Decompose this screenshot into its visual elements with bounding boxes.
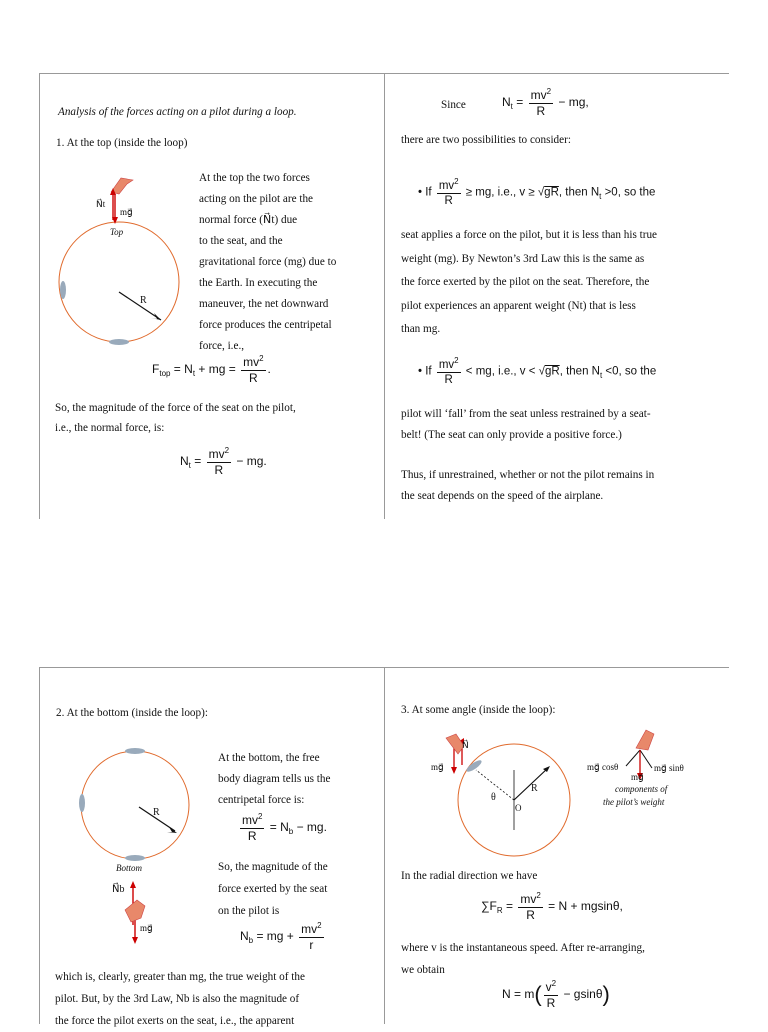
desc-line: force exerted by the seat xyxy=(218,883,328,895)
label-nb: N⃗b xyxy=(112,884,125,895)
paragraph-1 xyxy=(401,224,657,342)
desc-line: the Earth. In executing the xyxy=(199,277,318,289)
desc-line: force, i.e., xyxy=(199,340,245,352)
fraction: $\frac{mv^2}{R}$ xyxy=(242,812,263,843)
desc-line: force produces the centripetal xyxy=(199,319,332,331)
para-line: weight (mg). By Newton’s 3rd Law this is the same as xyxy=(401,252,645,265)
loop-circle xyxy=(59,222,179,342)
panel1-after-1: So, the magnitude of the force of the seat on the pilot, xyxy=(55,402,296,414)
plane-icon xyxy=(79,794,85,812)
desc-line: body diagram tells us the xyxy=(218,773,331,785)
desc-line: centripetal force is: xyxy=(218,794,305,806)
desc-line: to the seat, and the xyxy=(199,235,283,247)
eq-radial: $\sum F_R$ = $\frac{mv^2}{R}$ = N + mgsinθ, xyxy=(481,891,623,922)
para-line: the force exerted by the pilot on the seat. Therefore, the xyxy=(401,276,650,288)
plane-icon xyxy=(125,748,145,754)
para-line: than mg. xyxy=(401,323,441,335)
eq-nt: $N_t$ = $\frac{mv^2}{R}$ − mg. xyxy=(180,446,267,477)
label-r-bottom: R xyxy=(153,807,160,818)
fraction: $\frac{v^2}{R}$ xyxy=(545,979,557,1010)
condition-1: • If $\frac{mv^2}{R}$ ≥ mg, i.e., v ≥ √gR, then $N_t >0$, so the xyxy=(418,177,656,208)
para-line: pilot. But, by the 3rd Law, Nb is also the magnitude of xyxy=(55,993,300,1005)
eq-since: $N_t$ = $\frac{mv^2}{R}$ − mg, xyxy=(502,87,589,118)
pilot-icon xyxy=(636,730,654,750)
panel1-heading: 1. At the top (inside the loop) xyxy=(56,137,188,149)
label-theta: θ xyxy=(491,792,496,803)
para-line: we obtain xyxy=(401,964,445,976)
eq-ftop: $F_{top} = N_t$ + mg = $\frac{mv^2}{R}$ . xyxy=(152,354,271,385)
where-text xyxy=(401,937,645,981)
para-line: seat applies a force on the pilot, but it is less than his true xyxy=(401,229,658,241)
label-mg-bottom: mg⃗ xyxy=(140,923,153,933)
two-possibilities: there are two possibilities to consider: xyxy=(401,134,571,146)
caption-1: components of xyxy=(615,784,668,794)
bottom-divider xyxy=(39,667,40,1024)
desc-line: So, the magnitude of the xyxy=(218,861,328,873)
desc-line: At the bottom, the free xyxy=(218,752,320,764)
paragraph-3 xyxy=(401,465,654,507)
component-arrow xyxy=(626,750,640,766)
top-mid-divider xyxy=(384,73,385,519)
bottom-mid-divider xyxy=(384,667,385,1024)
label-mg: mg⃗ xyxy=(120,207,133,217)
radial-text: In the radial direction we have xyxy=(401,870,538,882)
eq-bottom-2: $N_b$ = mg + $\frac{mv^2}{r}$ xyxy=(240,921,322,952)
fraction: $\frac{mv^2}{R}$ xyxy=(438,177,459,208)
eq-normal-angle: N = m( $\frac{v^2}{R}$ − gsinθ) xyxy=(502,979,610,1010)
weight-arrowhead xyxy=(132,937,138,944)
caption-2: the pilot’s weight xyxy=(603,797,665,807)
weight-arrowhead xyxy=(451,767,457,774)
panel3-after xyxy=(55,966,305,1032)
loop-circle xyxy=(81,751,189,859)
desc-line: gravitational force (mg) due to xyxy=(199,256,337,268)
plane-icon xyxy=(125,855,145,861)
panel1-description xyxy=(199,168,336,357)
para-line: pilot experiences an apparent weight (Nt) that is less xyxy=(401,299,636,312)
loop-diagram-bottom xyxy=(75,745,215,945)
panel1-after-2: i.e., the normal force, is: xyxy=(55,422,165,434)
panel4-heading: 3. At some angle (inside the loop): xyxy=(401,704,556,716)
label-mgsin: mg⃗ sinθ xyxy=(654,763,684,773)
since-label: Since xyxy=(441,99,466,111)
condition-2: • If $\frac{mv^2}{R}$ < mg, i.e., v < √gR, then $N_t <0$, so the xyxy=(418,356,657,387)
label-r-angle: R xyxy=(531,783,538,794)
plane-icon xyxy=(60,281,66,299)
fraction: $\frac{mv^2}{r}$ xyxy=(301,921,322,952)
component-arrow xyxy=(640,750,652,768)
desc-line: on the pilot is xyxy=(218,905,280,917)
panel1-title: Analysis of the forces acting on a pilot during a loop. xyxy=(58,106,297,118)
para-line: belt! (The seat can only provide a positive force.) xyxy=(401,429,622,441)
desc-line: acting on the pilot are the xyxy=(199,193,314,205)
paragraph-2 xyxy=(401,404,651,446)
para-line: which is, clearly, greater than mg, the true weight of the xyxy=(55,971,305,983)
desc-line: At the top the two forces xyxy=(199,172,310,184)
fraction: $\frac{mv^2}{R}$ xyxy=(438,356,459,387)
para-line: the seat depends on the speed of the airplane. xyxy=(401,490,604,502)
label-mg-components: mg⃗ xyxy=(631,772,644,782)
para-line: where v is the instantaneous speed. After re-arranging, xyxy=(401,942,645,954)
panel3-description-2 xyxy=(218,856,328,922)
label-top: Top xyxy=(110,227,124,237)
normal-arrowhead xyxy=(130,881,136,888)
fraction: $\frac{mv^2}{R}$ xyxy=(530,87,552,118)
desc-line: normal force (N⃗t) due xyxy=(199,214,298,226)
pilot-icon xyxy=(125,900,145,922)
label-nt: N⃗t xyxy=(96,199,106,209)
label-r: R xyxy=(140,295,147,306)
panel3-description xyxy=(218,748,330,811)
radius-arrowhead xyxy=(167,827,177,833)
top-divider xyxy=(39,73,40,519)
fraction: $\frac{mv^2}{R}$ xyxy=(208,446,230,477)
loop-diagram-angle xyxy=(430,730,580,865)
para-line: pilot will ‘fall’ from the seat unless restrained by a seat- xyxy=(401,408,651,420)
label-bottom: Bottom xyxy=(116,863,142,873)
label-mgcos: mg⃗ cosθ xyxy=(587,762,619,772)
fraction: $\frac{mv^2}{R}$ xyxy=(520,891,541,922)
eq-bottom-1: $\frac{mv^2}{R}$ = $N_b$ − mg. xyxy=(242,812,327,843)
para-line: Thus, if unrestrained, whether or not the pilot remains in xyxy=(401,469,655,481)
weight-arrowhead xyxy=(112,217,118,224)
label-n: N⃗ xyxy=(462,740,469,750)
desc-line: maneuver, the net downward xyxy=(199,298,329,310)
panel3-heading: 2. At the bottom (inside the loop): xyxy=(56,707,208,719)
plane-icon xyxy=(109,339,129,345)
para-line: the force the pilot exerts on the seat, i.e., the apparent xyxy=(55,1015,295,1027)
label-mg-angle: mg⃗ xyxy=(431,762,444,772)
loop-diagram-top xyxy=(55,170,195,360)
fraction: $\frac{mv^2}{R}$ xyxy=(243,354,264,385)
label-o: O xyxy=(515,803,522,813)
